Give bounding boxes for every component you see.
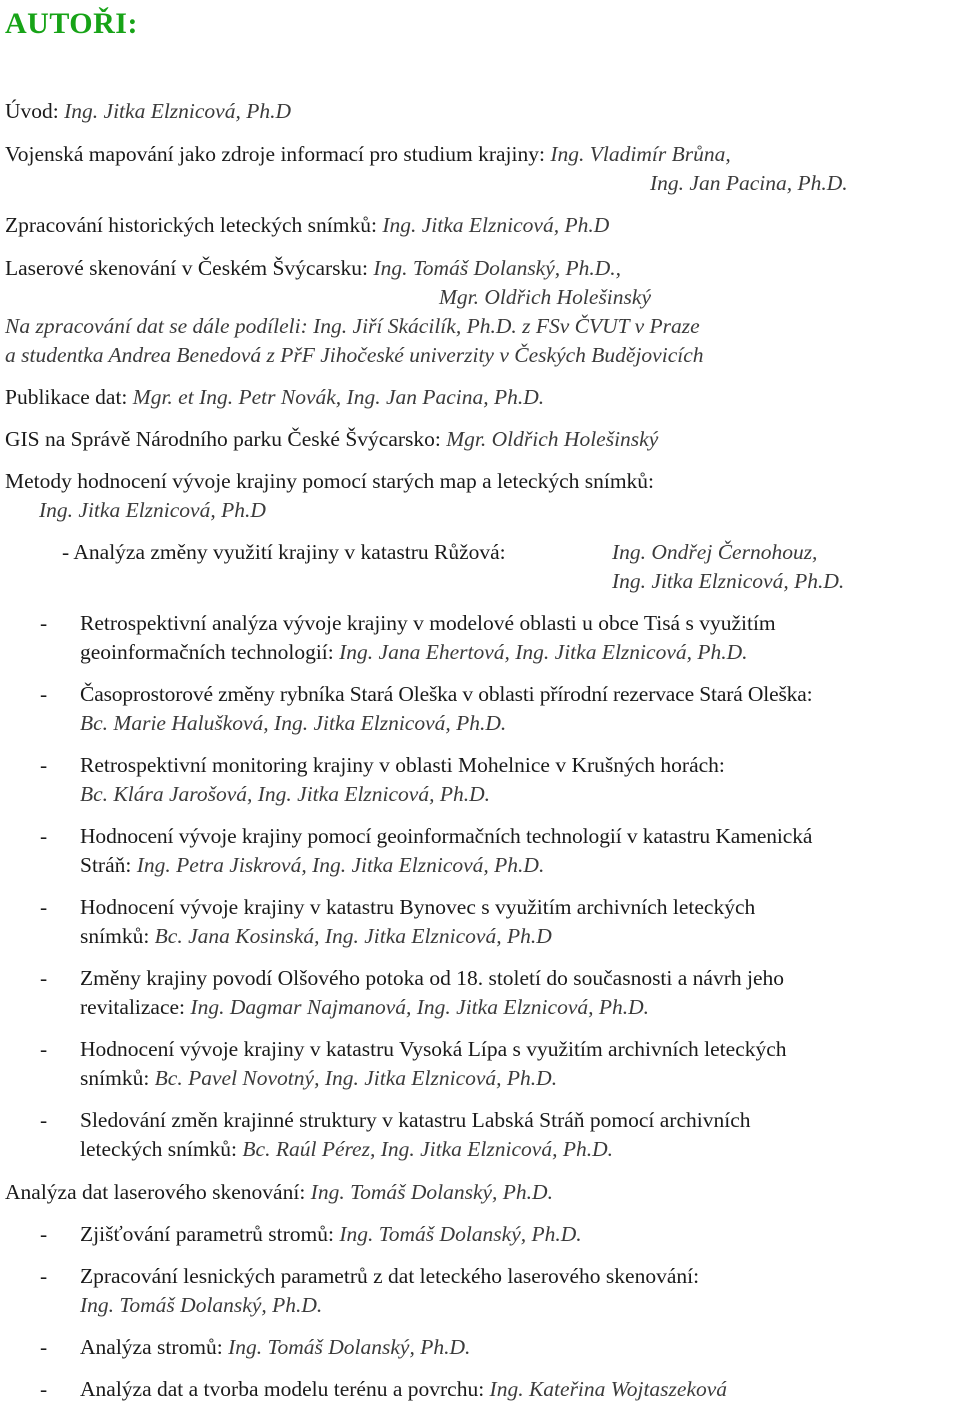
publication-author: Mgr. et Ing. Petr Novák, Ing. Jan Pacina, Ph.D. [132, 385, 545, 409]
tree-analysis-author: Ing. Tomáš Dolanský, Ph.D. [228, 1335, 471, 1359]
contributors-line-2: a studentka Andrea Benedová z PřF Jihočeské univerzity v Českých Budějovicích [5, 343, 704, 367]
military-mapping-label: Vojenská mapování jako zdroje informací pro studium krajiny: [5, 142, 551, 166]
kamenicka-author: Ing. Petra Jiskrová, Ing. Jitka Elznicová, Ph.D. [136, 853, 545, 877]
publication-line [5, 383, 544, 412]
oleska-dash: - [40, 682, 48, 706]
laser-analysis-label: Analýza dat laserového skenování: [5, 1180, 311, 1204]
olsovy-author: Ing. Dagmar Najmanová, Ing. Jitka Elznicová, Ph.D. [190, 995, 650, 1019]
tree-params-label: Zjišťování parametrů stromů: [80, 1222, 340, 1246]
oleska-label: Časoprostorové změny rybníka Stará Oleška v oblasti přírodní rezervace Stará Oleška: [80, 682, 813, 706]
laser-scanning-label: Laserové skenování v Českém Švýcarsku: [5, 256, 374, 280]
labska-stran-dash: - [40, 1108, 48, 1132]
bynovec-line-2 [80, 922, 552, 951]
laser-analysis-author: Ing. Tomáš Dolanský, Ph.D. [310, 1180, 553, 1204]
kamenicka-line-2 [80, 851, 544, 880]
tisa-dash: - [40, 611, 48, 635]
ruzova-line [62, 538, 506, 567]
ruzova-dash: - [62, 540, 70, 564]
tisa-label: Retrospektivní analýza vývoje krajiny v modelové oblasti u obce Tisá s využitím [80, 611, 776, 635]
page-heading: AUTOŘI: [5, 7, 138, 40]
mohelnice-dash: - [40, 753, 48, 777]
bynovec-dash: - [40, 895, 48, 919]
military-mapping-line [5, 140, 731, 169]
kamenicka-label-2: Stráň: [80, 853, 137, 877]
vysoka-lipa-line-2 [80, 1064, 557, 1093]
vysoka-lipa-label-2: snímků: [80, 1066, 155, 1090]
tree-analysis-line [80, 1333, 470, 1362]
oleska-author: Bc. Marie Halušková, Ing. Jitka Elznicová, Ph.D. [80, 711, 507, 735]
historical-photos-label: Zpracování historických leteckých snímků: [5, 213, 383, 237]
tisa-author: Ing. Jana Ehertová, Ing. Jitka Elznicová, Ph.D. [339, 640, 748, 664]
forestry-author: Ing. Tomáš Dolanský, Ph.D. [80, 1293, 323, 1317]
intro-line [5, 97, 291, 126]
labska-stran-label: Sledování změn krajinné struktury v katastru Labská Stráň pomocí archivních [80, 1108, 751, 1132]
bynovec-author: Bc. Jana Kosinská, Ing. Jitka Elznicová, Ph.D [154, 924, 552, 948]
methods-author: Ing. Jitka Elznicová, Ph.D [39, 498, 266, 522]
bynovec-label: Hodnocení vývoje krajiny v katastru Bynovec s využitím archivních leteckých [80, 895, 756, 919]
publication-label: Publikace dat: [5, 385, 133, 409]
mohelnice-author: Bc. Klára Jarošová, Ing. Jitka Elznicová, Ph.D. [80, 782, 491, 806]
terrain-model-author: Ing. Kateřina Wojtaszeková [489, 1377, 728, 1401]
intro-label: Úvod: [5, 99, 65, 123]
forestry-dash: - [40, 1264, 48, 1288]
labska-stran-line-2 [80, 1135, 613, 1164]
mohelnice-label: Retrospektivní monitoring krajiny v oblasti Mohelnice v Krušných horách: [80, 753, 725, 777]
ruzova-label: Analýza změny využití krajiny v katastru Růžová: [73, 540, 506, 564]
ruzova-author-2: Ing. Jitka Elznicová, Ph.D. [612, 569, 845, 593]
terrain-model-dash: - [40, 1377, 48, 1401]
bynovec-label-2: snímků: [80, 924, 155, 948]
forestry-label: Zpracování lesnických parametrů z dat leteckého laserového skenování: [80, 1264, 700, 1288]
tree-params-author: Ing. Tomáš Dolanský, Ph.D. [339, 1222, 582, 1246]
kamenicka-dash: - [40, 824, 48, 848]
tree-analysis-label: Analýza stromů: [80, 1335, 229, 1359]
historical-photos-line [5, 211, 609, 240]
tree-params-line [80, 1220, 582, 1249]
olsovy-label: Změny krajiny povodí Olšového potoka od 18. století do současnosti a návrh jeho [80, 966, 785, 990]
labska-stran-author: Bc. Raúl Pérez, Ing. Jitka Elznicová, Ph.D. [242, 1137, 613, 1161]
intro-author: Ing. Jitka Elznicová, Ph.D [64, 99, 292, 123]
tisa-label-2: geoinformačních technologií: [80, 640, 340, 664]
tree-params-dash: - [40, 1222, 48, 1246]
laser-scanning-author: Ing. Tomáš Dolanský, Ph.D., [373, 256, 622, 280]
tisa-line-2 [80, 638, 748, 667]
gis-label: GIS na Správě Národního parku České Švýcarsko: [5, 427, 447, 451]
gis-line [5, 425, 658, 454]
ruzova-author: Ing. Ondřej Černohouz, [612, 540, 818, 564]
laser-scanning-author-2: Mgr. Oldřich Holešinský [439, 285, 651, 309]
labska-stran-label-2: leteckých snímků: [80, 1137, 243, 1161]
military-mapping-author-2: Ing. Jan Pacina, Ph.D. [650, 171, 848, 195]
military-mapping-author: Ing. Vladimír Brůna, [550, 142, 731, 166]
terrain-model-line [80, 1375, 727, 1404]
contributors-line-1: Na zpracování dat se dále podíleli: Ing. Jiří Skácilík, Ph.D. z FSv ČVUT v Praze [5, 314, 700, 338]
olsovy-label-2: revitalizace: [80, 995, 191, 1019]
vysoka-lipa-author: Bc. Pavel Novotný, Ing. Jitka Elznicová, Ph.D. [154, 1066, 558, 1090]
olsovy-dash: - [40, 966, 48, 990]
laser-analysis-line [5, 1178, 553, 1207]
terrain-model-label: Analýza dat a tvorba modelu terénu a povrchu: [80, 1377, 490, 1401]
vysoka-lipa-dash: - [40, 1037, 48, 1061]
laser-scanning-line [5, 254, 621, 283]
kamenicka-label: Hodnocení vývoje krajiny pomocí geoinformačních technologií v katastru Kamenická [80, 824, 813, 848]
historical-photos-author: Ing. Jitka Elznicová, Ph.D [382, 213, 610, 237]
methods-line: Metody hodnocení vývoje krajiny pomocí starých map a leteckých snímků: [5, 469, 655, 493]
vysoka-lipa-label: Hodnocení vývoje krajiny v katastru Vysoká Lípa s využitím archivních leteckých [80, 1037, 787, 1061]
olsovy-line-2 [80, 993, 649, 1022]
tree-analysis-dash: - [40, 1335, 48, 1359]
gis-author: Mgr. Oldřich Holešinský [446, 427, 659, 451]
